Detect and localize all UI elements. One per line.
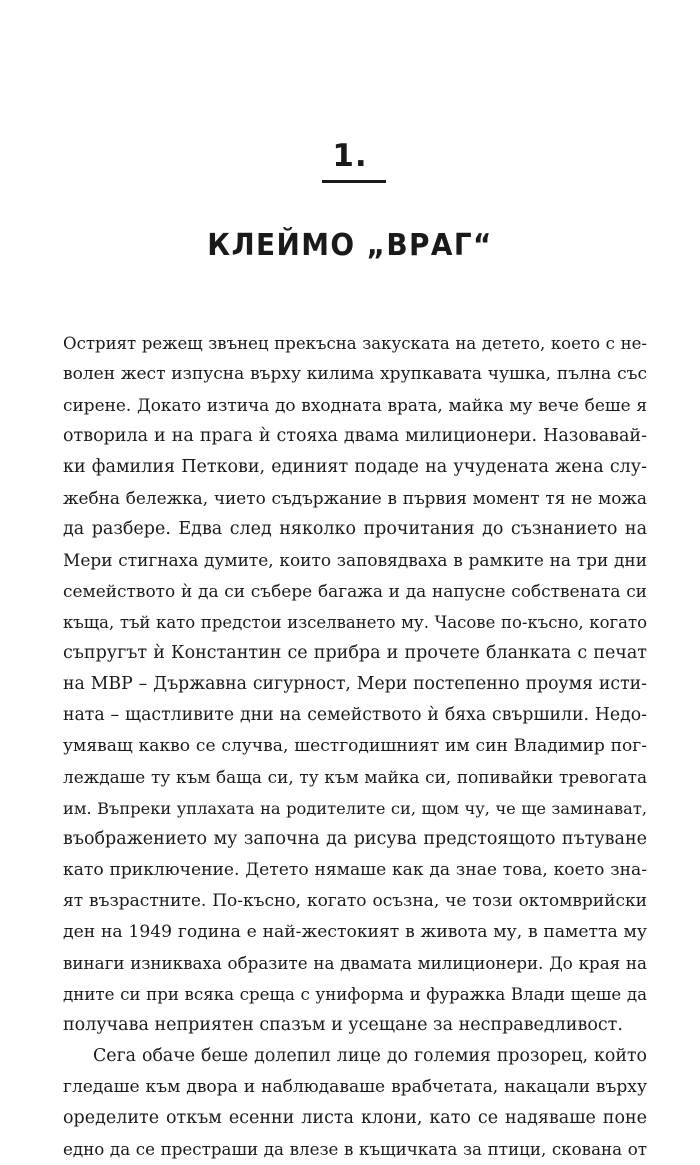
text-line: Мери стигнаха думите, които заповядваха в рамките на три дни	[63, 550, 647, 570]
paragraph	[63, 328, 647, 1041]
text-line: семейството ѝ да си събере багажа и да напусне собствената си	[63, 581, 647, 601]
chapter-number: 1.	[332, 138, 368, 174]
text-line: умяващ какво се случва, шестгодишният им син Владимир пог-	[63, 736, 647, 756]
text-line: жебна бележка, чието съдържание в първия момент тя не можа	[63, 488, 647, 508]
chapter-title: КЛЕЙМО „ВРАГ“	[207, 228, 493, 263]
body-text	[63, 328, 647, 1165]
text-line: като приключение. Детето нямаше как да знае това, което зна-	[63, 860, 647, 880]
text-line: винаги изникваха образите на двамата милиционери. До края на	[63, 953, 647, 973]
text-line: получава неприятен спазъм и усещане за несправедливост.	[63, 1015, 623, 1035]
text-line: оределите откъм есенни листа клони, като се надяваше поне	[63, 1108, 647, 1128]
text-line: въображението му започна да рисува предстоящото пътуване	[63, 829, 647, 849]
text-line: съпругът ѝ Константин се прибра и прочете бланката с печат	[63, 643, 647, 663]
text-line: къща, тъй като предстои изселването му. Часове по-късно, когато	[63, 613, 647, 632]
paragraph	[63, 1041, 647, 1165]
text-line: Острият режещ звънец прекъсна закуската на детето, което с не-	[63, 334, 647, 353]
chapter-divider	[322, 180, 386, 183]
text-line: ден на 1949 година е най-жестокият в живота му, в паметта му	[63, 922, 647, 942]
text-line: на МВР – Държавна сигурност, Мери постепенно проумя исти-	[63, 674, 647, 694]
text-line: гледаше към двора и наблюдаваше врабчетата, накацали върху	[63, 1077, 647, 1097]
text-line: Сега обаче беше долепил лице до големия прозорец, който	[93, 1046, 647, 1066]
text-line: волен жест изпусна върху килима хрупкавата чушка, пълна със	[63, 364, 647, 384]
text-line: едно да се престраши да влезе в къщичката за птици, скована от	[63, 1139, 647, 1159]
text-line: леждаше ту към баща си, ту към майка си, попивайки тревогата	[63, 767, 647, 787]
text-line: дните си при всяка среща с униформа и фуражка Влади щеше да	[63, 985, 647, 1004]
text-line: да разбере. Едва след няколко прочитания до съзнанието на	[63, 519, 647, 539]
text-line: ки фамилия Петкови, единият подаде на учудената жена слу-	[63, 457, 647, 477]
text-line: отворила и на прага ѝ стояха двама милиционери. Назовавай-	[63, 426, 647, 446]
text-line: ната – щастливите дни на семейството ѝ бяха свършили. Недо-	[63, 705, 647, 725]
text-line: ят възрастните. По-късно, когато осъзна, че този октомврийски	[63, 891, 647, 911]
text-line: сирене. Докато изтича до входната врата, майка му вече беше я	[63, 395, 647, 415]
text-line: им. Въпреки уплахата на родителите си, щом чу, че ще заминават,	[63, 799, 647, 818]
